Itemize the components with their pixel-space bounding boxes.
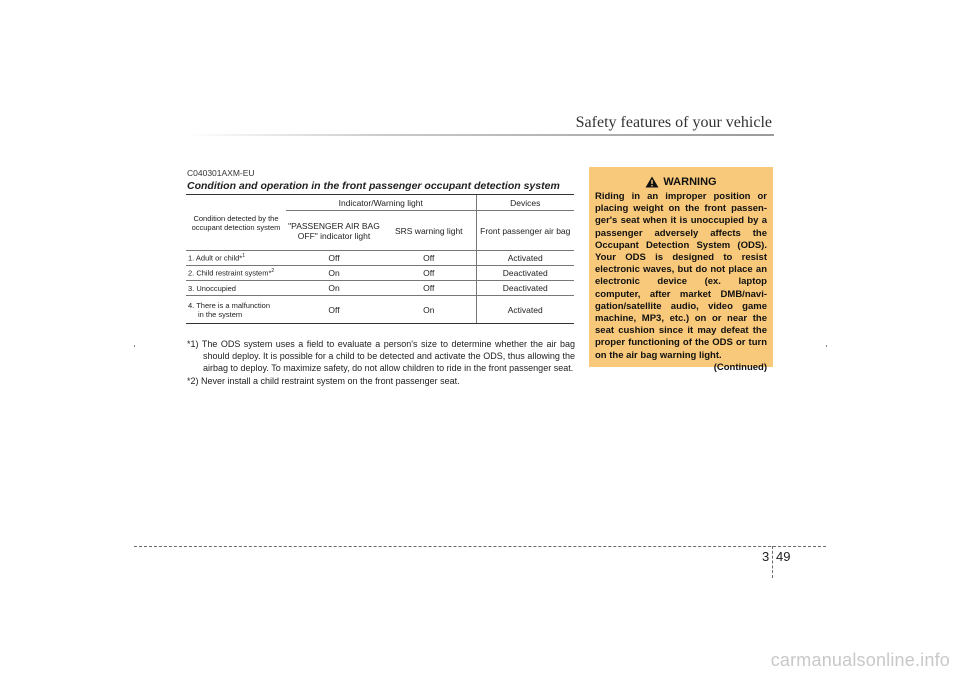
table-row: [186, 266, 574, 281]
section-code: C040301AXM-EU: [187, 168, 255, 178]
row-indicator: Off: [286, 251, 382, 266]
row-indicator: On: [286, 281, 382, 296]
row-condition: 2. Child restraint system*: [188, 268, 272, 278]
row-indicator: Off: [286, 296, 382, 324]
section-title: Condition and operation in the front passenger occupant detection system: [187, 180, 560, 192]
warning-triangle-icon: [645, 176, 659, 188]
row-condition-line2: in the system: [198, 309, 243, 319]
table-col-srs: SRS warning light: [382, 211, 476, 251]
header-divider: [186, 134, 774, 136]
warning-box: [589, 167, 773, 373]
row-condition: 4. There is a malfunction: [188, 300, 270, 310]
table-row: [186, 251, 574, 266]
watermark: carmanualsonline.info: [770, 650, 950, 670]
ods-condition-table: [186, 194, 574, 324]
row-footnote-ref: 2: [271, 268, 275, 275]
warning-header: [595, 175, 767, 189]
row-srs: On: [382, 296, 476, 324]
footer-divider: [134, 546, 826, 547]
table-head-condition: Condition detected by the occupant detection system: [186, 195, 286, 251]
row-airbag: Deactivated: [476, 281, 574, 296]
row-airbag: Activated: [476, 251, 574, 266]
table-head-devices: Devices: [476, 195, 574, 211]
footnote-1: *1) The ODS system uses a field to evaluate a person's size to determine whether the air bag should deploy. It is possible for a child to be detected and activate the ODS, thus allowing the airbag to deploy. To maximize safety, do not allow children to ride in the front passenger seat.: [187, 339, 575, 373]
crop-mark: [134, 345, 135, 347]
table-row: [186, 296, 574, 324]
footnotes: [187, 338, 575, 388]
table-col-front-airbag: Front passenger air bag: [476, 211, 574, 251]
table-row: [186, 281, 574, 296]
table-col-passenger-airbag-off: "PASSENGER AIR BAG OFF" indicator light: [286, 211, 382, 251]
page-chapter: 3: [762, 549, 770, 564]
row-srs: Off: [382, 251, 476, 266]
crop-mark: [826, 345, 827, 347]
row-condition: 3. Unoccupied: [186, 281, 286, 296]
row-srs: Off: [382, 281, 476, 296]
row-condition: 1. Adult or child*: [188, 253, 243, 263]
row-airbag: Activated: [476, 296, 574, 324]
page-number: 49: [776, 549, 791, 564]
table-head-indicator: Indicator/Warning light: [286, 195, 476, 211]
warning-text: Riding in an improper position or placing weight on the front passen-ger's seat when it is unoccupied by a passenger adversely affects the Occupant Detection System (ODS). Your ODS is designed to resist electronic waves, but do not place an electronic device (ex. laptop computer, after market DMB/navi-gation/satellite audio, video game machine, MP3, etc.) on or near the seat cushion since it may defeat the proper functioning of the ODS or turn on the air bag warning light.: [595, 191, 767, 361]
row-indicator: On: [286, 266, 382, 281]
row-airbag: Deactivated: [476, 266, 574, 281]
page-header-title: Safety features of your vehicle: [575, 114, 772, 131]
warning-continued: (Continued): [713, 361, 767, 373]
warning-title: WARNING: [663, 176, 717, 188]
footnote-2: *2) Never install a child restraint system on the front passenger seat.: [187, 376, 460, 386]
row-footnote-ref: 1: [242, 253, 245, 260]
page-number-divider: [772, 546, 773, 578]
row-srs: Off: [382, 266, 476, 281]
